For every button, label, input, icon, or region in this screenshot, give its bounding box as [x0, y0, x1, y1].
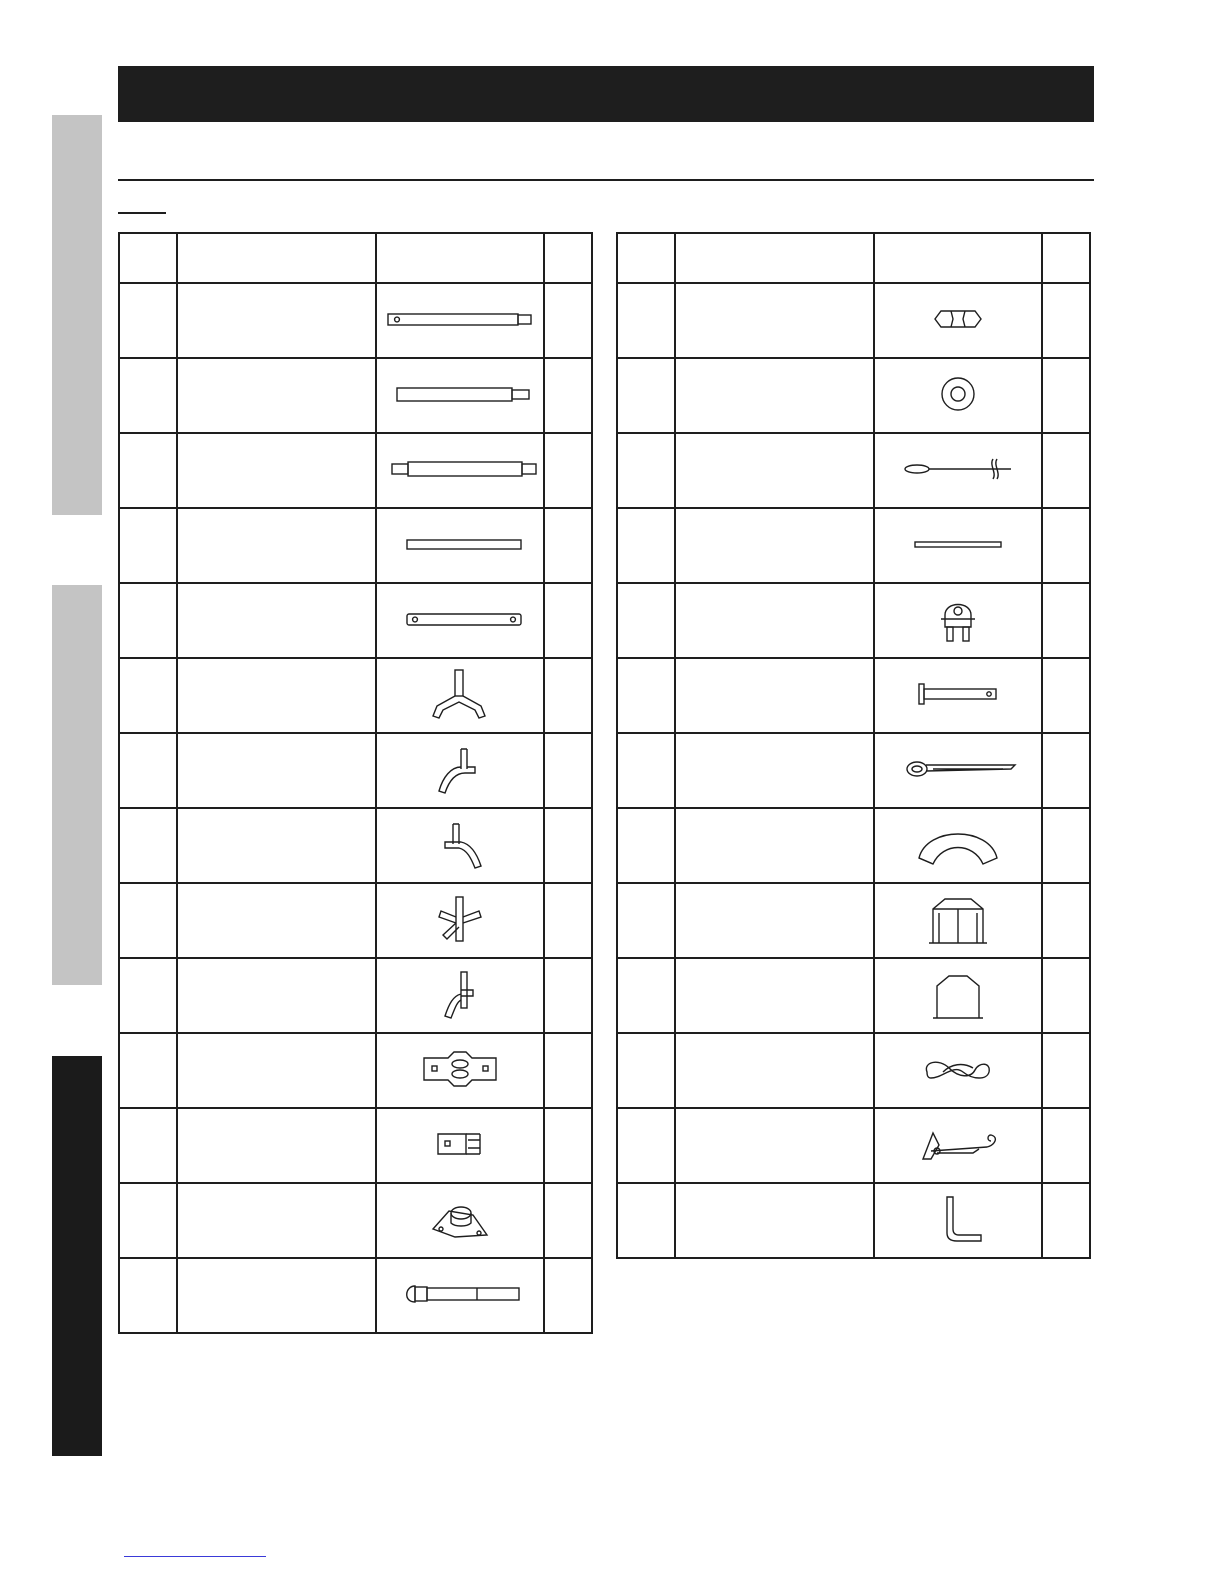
clevis-pin-icon	[875, 674, 1041, 717]
section-label-underline	[118, 212, 166, 214]
part-description	[177, 1258, 376, 1333]
plain-pole-icon	[377, 529, 543, 562]
part-qty	[1042, 808, 1090, 883]
part-qty	[1042, 583, 1090, 658]
foot-plate-icon	[377, 1189, 543, 1252]
part-image-cell	[376, 283, 544, 358]
part-number	[617, 733, 675, 808]
part-description	[675, 883, 874, 958]
part-description	[675, 583, 874, 658]
part-qty	[1042, 1033, 1090, 1108]
part-number	[119, 958, 177, 1033]
roof-cover-icon	[875, 814, 1041, 877]
part-number	[119, 283, 177, 358]
side-connector-icon	[377, 964, 543, 1027]
table-row	[119, 808, 592, 883]
part-image-cell	[376, 433, 544, 508]
header-image	[874, 233, 1042, 283]
table-row	[617, 883, 1090, 958]
header-bar	[118, 66, 1094, 122]
section-tab-2	[52, 585, 102, 985]
table-row	[119, 1258, 592, 1333]
part-number	[119, 1033, 177, 1108]
table-row	[119, 958, 592, 1033]
part-image-cell	[874, 658, 1042, 733]
part-description	[675, 958, 874, 1033]
part-description	[177, 508, 376, 583]
footer-link-underline	[124, 1556, 266, 1557]
part-image-cell	[874, 958, 1042, 1033]
table-row	[617, 733, 1090, 808]
part-description	[177, 883, 376, 958]
l-wrench-icon	[875, 1189, 1041, 1252]
three-way-connector-icon	[377, 664, 543, 727]
part-description	[177, 283, 376, 358]
ratchet-strap-icon	[875, 1119, 1041, 1172]
header-qty	[544, 233, 592, 283]
auger-anchor-icon	[875, 449, 1041, 492]
part-qty	[1042, 1108, 1090, 1183]
part-description	[675, 658, 874, 733]
part-description	[675, 283, 874, 358]
part-image-cell	[874, 883, 1042, 958]
double-end-pole-icon	[377, 454, 543, 487]
part-image-cell	[874, 283, 1042, 358]
part-qty	[544, 883, 592, 958]
part-description	[675, 358, 874, 433]
part-image-cell	[874, 358, 1042, 433]
part-image-cell	[376, 1258, 544, 1333]
part-image-cell	[874, 1108, 1042, 1183]
part-description	[177, 583, 376, 658]
front-panel-icon	[875, 889, 1041, 952]
section-tab-1	[52, 115, 102, 515]
part-number	[119, 433, 177, 508]
part-qty	[1042, 283, 1090, 358]
header-part	[119, 233, 177, 283]
table-row	[119, 1033, 592, 1108]
part-description	[675, 1033, 874, 1108]
part-number	[119, 1183, 177, 1258]
table-row	[119, 583, 592, 658]
part-description	[177, 1183, 376, 1258]
part-image-cell	[376, 583, 544, 658]
part-qty	[1042, 508, 1090, 583]
single-bracket-icon	[377, 1119, 543, 1172]
table-row	[617, 358, 1090, 433]
table-row	[119, 1183, 592, 1258]
table-row	[119, 358, 592, 433]
part-description	[177, 958, 376, 1033]
rear-panel-icon	[875, 964, 1041, 1027]
part-number	[119, 883, 177, 958]
table-row	[119, 283, 592, 358]
part-description	[177, 733, 376, 808]
part-number	[119, 733, 177, 808]
part-image-cell	[874, 1183, 1042, 1258]
bungee-cord-icon	[875, 1044, 1041, 1097]
part-description	[675, 733, 874, 808]
part-image-cell	[376, 1033, 544, 1108]
part-qty	[544, 1183, 592, 1258]
double-bracket-icon	[377, 1044, 543, 1097]
table-row	[617, 508, 1090, 583]
table-row	[119, 658, 592, 733]
part-image-cell	[874, 508, 1042, 583]
part-image-cell	[874, 808, 1042, 883]
part-description	[177, 358, 376, 433]
cotter-pin-icon	[875, 749, 1041, 792]
table-row	[617, 1183, 1090, 1258]
part-number	[119, 658, 177, 733]
washer-icon	[875, 372, 1041, 419]
part-qty	[544, 1258, 592, 1333]
part-qty	[1042, 958, 1090, 1033]
table-row	[617, 658, 1090, 733]
part-image-cell	[376, 883, 544, 958]
part-image-cell	[376, 358, 544, 433]
header-qty	[1042, 233, 1090, 283]
part-description	[675, 808, 874, 883]
part-image-cell	[376, 733, 544, 808]
part-number	[119, 358, 177, 433]
part-number	[617, 808, 675, 883]
table-header-row	[119, 233, 592, 283]
header-description	[675, 233, 874, 283]
part-description	[177, 658, 376, 733]
part-qty	[544, 658, 592, 733]
part-qty	[1042, 658, 1090, 733]
parts-table-left	[118, 232, 593, 1334]
part-number	[119, 1258, 177, 1333]
part-qty	[544, 283, 592, 358]
part-number	[119, 1108, 177, 1183]
part-number	[617, 1033, 675, 1108]
header-description	[177, 233, 376, 283]
part-image-cell	[376, 658, 544, 733]
part-number	[119, 583, 177, 658]
part-description	[675, 1183, 874, 1258]
part-qty	[544, 808, 592, 883]
part-number	[617, 883, 675, 958]
part-description	[177, 1108, 376, 1183]
part-number	[617, 283, 675, 358]
cable-clamp-icon	[875, 589, 1041, 652]
section-rule	[118, 179, 1094, 181]
part-qty	[544, 358, 592, 433]
carriage-bolt-icon	[377, 1274, 543, 1317]
part-qty	[1042, 358, 1090, 433]
pole-icon	[377, 379, 543, 412]
part-number	[617, 508, 675, 583]
part-qty	[1042, 883, 1090, 958]
table-row	[617, 958, 1090, 1033]
table-row	[617, 283, 1090, 358]
part-number	[617, 583, 675, 658]
table-row	[617, 808, 1090, 883]
part-image-cell	[376, 508, 544, 583]
part-number	[617, 658, 675, 733]
table-row	[617, 433, 1090, 508]
part-number	[119, 508, 177, 583]
parts-table-right	[616, 232, 1091, 1259]
part-image-cell	[874, 433, 1042, 508]
part-description	[177, 808, 376, 883]
part-qty	[1042, 733, 1090, 808]
part-qty	[1042, 1183, 1090, 1258]
table-row	[119, 508, 592, 583]
four-way-connector-icon	[377, 889, 543, 952]
part-qty	[544, 1033, 592, 1108]
part-qty	[544, 1108, 592, 1183]
part-qty	[544, 433, 592, 508]
header-image	[376, 233, 544, 283]
part-qty	[544, 733, 592, 808]
corner-connector-left-icon	[377, 739, 543, 802]
table-header-row	[617, 233, 1090, 283]
part-image-cell	[874, 583, 1042, 658]
part-number	[119, 808, 177, 883]
table-row	[617, 583, 1090, 658]
part-description	[675, 508, 874, 583]
table-row	[119, 733, 592, 808]
brace-bar-icon	[377, 604, 543, 637]
part-description	[675, 433, 874, 508]
part-qty	[544, 583, 592, 658]
part-number	[617, 958, 675, 1033]
part-image-cell	[376, 1183, 544, 1258]
table-row	[617, 1033, 1090, 1108]
table-row	[617, 1108, 1090, 1183]
part-number	[617, 1108, 675, 1183]
part-number	[617, 358, 675, 433]
part-description	[177, 1033, 376, 1108]
part-image-cell	[376, 1108, 544, 1183]
part-image-cell	[874, 733, 1042, 808]
part-qty	[544, 958, 592, 1033]
table-row	[119, 433, 592, 508]
part-description	[177, 433, 376, 508]
corner-connector-right-icon	[377, 814, 543, 877]
hex-nut-icon	[875, 299, 1041, 342]
part-image-cell	[376, 808, 544, 883]
rod-icon	[875, 529, 1041, 562]
part-number	[617, 433, 675, 508]
part-image-cell	[874, 1033, 1042, 1108]
part-number	[617, 1183, 675, 1258]
section-tab-3	[52, 1056, 102, 1456]
part-qty	[1042, 433, 1090, 508]
header-part	[617, 233, 675, 283]
table-row	[119, 1108, 592, 1183]
long-pole-with-hole-icon	[377, 304, 543, 337]
part-description	[675, 1108, 874, 1183]
part-qty	[544, 508, 592, 583]
table-row	[119, 883, 592, 958]
part-image-cell	[376, 958, 544, 1033]
